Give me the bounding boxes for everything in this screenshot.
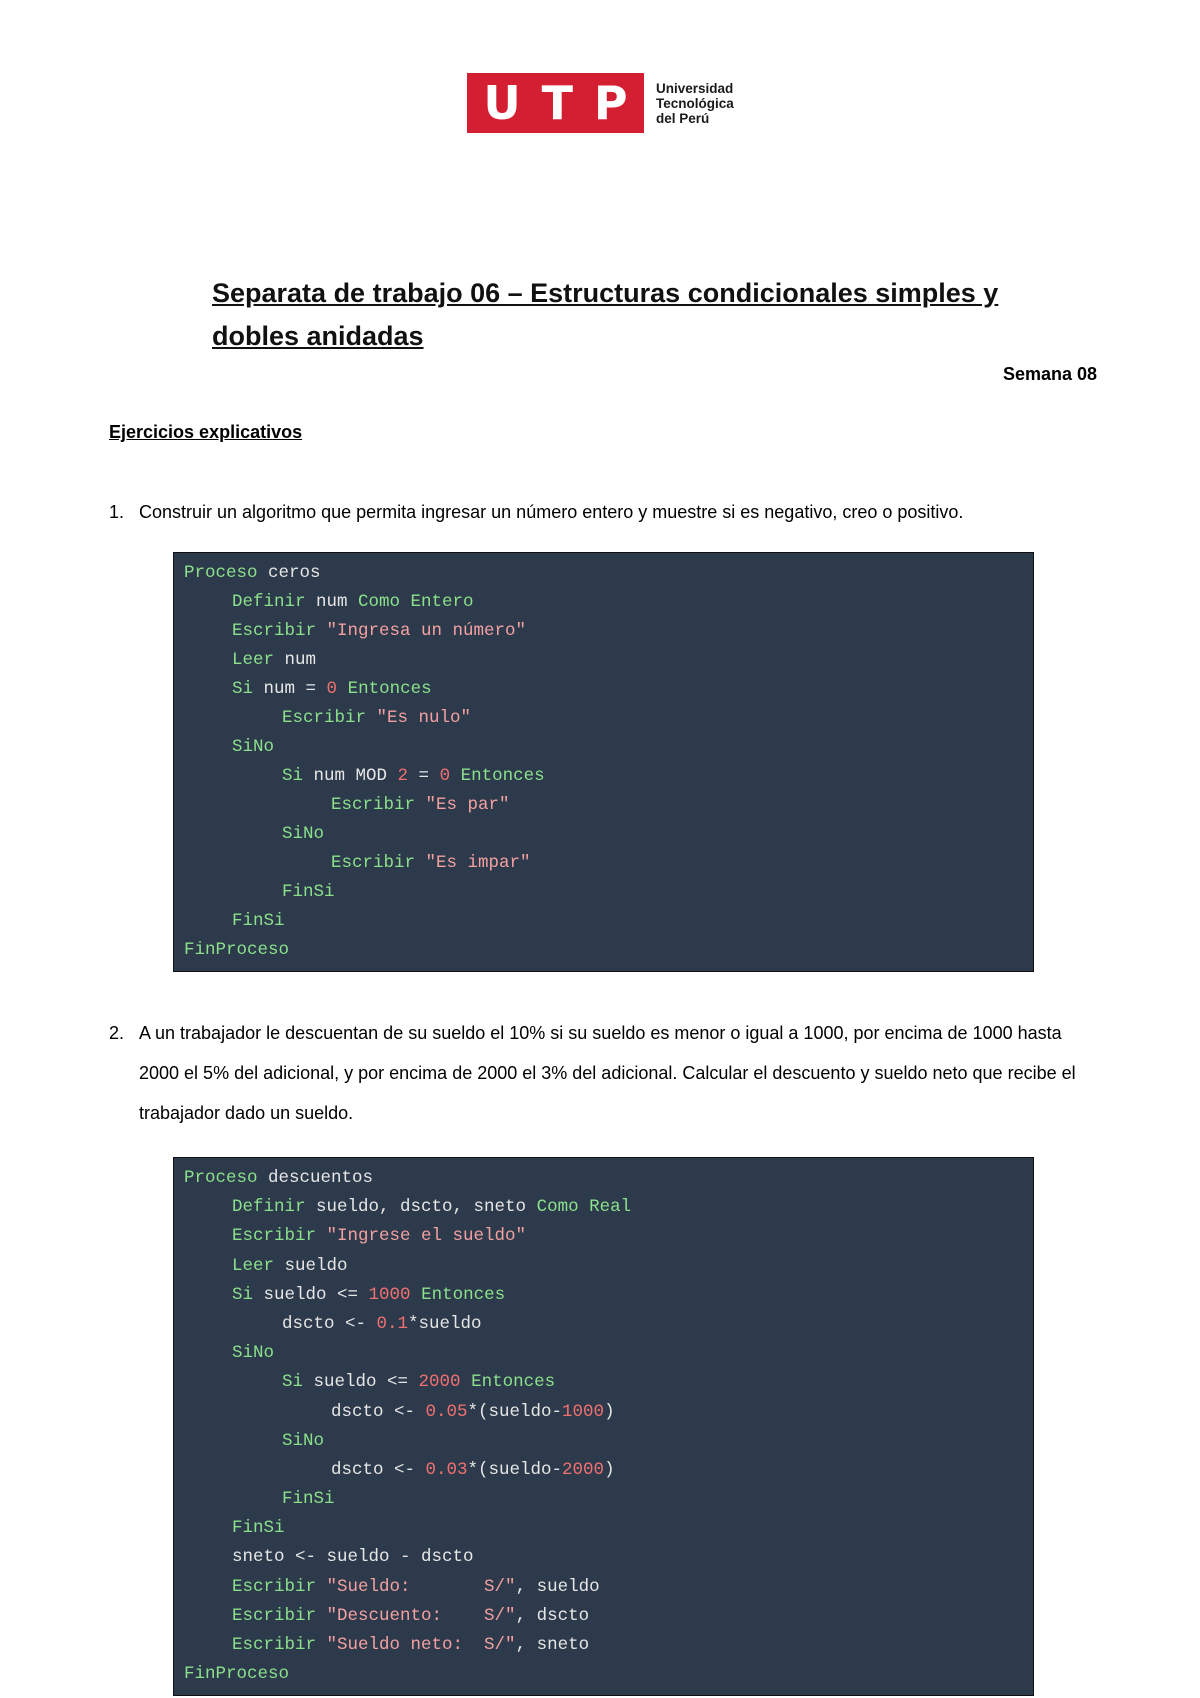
keyword: Leer	[232, 1255, 275, 1276]
logo-letter-u: U	[483, 76, 521, 130]
keyword: SiNo	[282, 824, 325, 844]
code-line	[184, 1456, 1023, 1485]
code-line	[184, 1398, 1023, 1427]
code-line	[184, 617, 1023, 646]
code-line	[184, 907, 1023, 936]
code-text: *sueldo	[408, 1313, 482, 1334]
code-text: dscto <-	[282, 1313, 377, 1334]
keyword: SiNo	[282, 1430, 325, 1451]
keyword: Proceso	[184, 1168, 258, 1188]
keyword: Escribir	[331, 853, 416, 873]
document-title: Separata de trabajo 06 – Estructuras condicionales simples y dobles anidadas	[212, 278, 999, 351]
code-text: sueldo <=	[253, 1284, 369, 1305]
exercise-number: 2.	[109, 1023, 125, 1043]
code-line	[184, 1368, 1023, 1397]
section-heading: Ejercicios explicativos	[109, 422, 303, 442]
keyword: Proceso	[184, 563, 258, 583]
code-line	[184, 1543, 1023, 1572]
code-block-2	[173, 1157, 1034, 1696]
keyword: Entonces	[421, 1284, 506, 1305]
number-literal: 2	[397, 766, 409, 786]
code-line	[184, 1631, 1023, 1660]
logo-letter-t: T	[541, 76, 574, 130]
code-text: =	[408, 766, 440, 786]
code-text	[316, 1226, 327, 1246]
code-line	[184, 1485, 1023, 1514]
logo-mark	[467, 73, 644, 133]
keyword: Como Entero	[358, 592, 474, 612]
code-text: num	[305, 592, 359, 612]
code-text: sueldo	[274, 1255, 348, 1276]
code-text: , sueldo	[515, 1576, 600, 1597]
code-line	[184, 646, 1023, 675]
code-line	[184, 936, 1023, 965]
code-text	[316, 621, 327, 641]
code-line	[184, 675, 1023, 704]
keyword: Entonces	[471, 1372, 556, 1393]
code-text: *(sueldo-	[467, 1401, 563, 1422]
keyword: Escribir	[232, 1576, 317, 1597]
keyword: SiNo	[232, 737, 275, 757]
keyword: Definir	[232, 592, 306, 612]
code-line	[184, 1164, 1023, 1193]
string-literal: "Ingresa un número"	[326, 621, 527, 641]
code-line	[184, 1310, 1023, 1339]
code-line	[184, 1660, 1023, 1689]
code-text: dscto <-	[331, 1401, 426, 1422]
string-literal: "Es nulo"	[376, 708, 472, 728]
code-text: sueldo <=	[303, 1372, 419, 1393]
code-line	[184, 791, 1023, 820]
code-line	[184, 1602, 1023, 1631]
code-text: ceros	[257, 563, 321, 583]
code-block-1	[173, 552, 1034, 972]
logo-line-1: Universidad	[656, 80, 734, 96]
keyword: FinSi	[282, 882, 335, 902]
code-text: sneto <- sueldo - dscto	[232, 1547, 474, 1568]
number-literal: 2000	[418, 1372, 461, 1393]
number-literal: 2000	[562, 1459, 605, 1480]
code-line	[184, 559, 1023, 588]
string-literal: "Es impar"	[425, 853, 531, 873]
code-text: num	[274, 650, 317, 670]
keyword: Entonces	[460, 766, 545, 786]
week-label: Semana 08	[1002, 364, 1097, 384]
code-line	[184, 588, 1023, 617]
logo-line-3: del Perú	[656, 110, 710, 126]
keyword: FinProceso	[184, 1664, 290, 1685]
code-line	[184, 1427, 1023, 1456]
logo-wordmark	[656, 81, 734, 126]
number-literal: 0.1	[376, 1313, 409, 1334]
code-text: sueldo, dscto, sneto	[305, 1197, 537, 1218]
keyword: Como Real	[536, 1197, 632, 1218]
keyword: Entonces	[347, 679, 432, 699]
keyword: FinSi	[282, 1489, 335, 1510]
code-text: )	[604, 1401, 615, 1422]
code-text: descuentos	[257, 1168, 374, 1188]
keyword: Si	[232, 1284, 254, 1305]
exercise-text: A un trabajador le descuentan de su sueldo el 10% si su sueldo es menor o igual a 1000, por encima de 1000 hasta 2000 el 5% del adicional, y por encima de 2000 el 3% del adicional. Calcular el descuento y sueldo neto que recibe el trabajador dado un sueldo.	[139, 1023, 1076, 1123]
code-line	[184, 878, 1023, 907]
code-line	[184, 762, 1023, 791]
code-line	[184, 1573, 1023, 1602]
code-text: num =	[253, 679, 327, 699]
keyword: FinProceso	[184, 940, 290, 960]
code-text: )	[604, 1459, 615, 1480]
code-text	[415, 853, 426, 873]
code-text	[366, 708, 377, 728]
number-literal: 0	[326, 679, 338, 699]
logo-letter-p: P	[593, 76, 628, 130]
code-text	[316, 1606, 327, 1626]
code-text	[316, 1577, 327, 1597]
exercise-number: 1.	[109, 502, 125, 522]
code-text: num MOD	[303, 766, 398, 786]
keyword: Definir	[232, 1197, 306, 1218]
keyword: FinSi	[232, 1518, 285, 1539]
code-line	[184, 820, 1023, 849]
string-literal: "Sueldo neto: S/"	[326, 1635, 516, 1655]
number-literal: 0.03	[425, 1459, 468, 1480]
code-line	[184, 1252, 1023, 1281]
code-text	[316, 1635, 327, 1655]
code-text	[337, 679, 348, 699]
keyword: Escribir	[232, 1635, 317, 1655]
number-literal: 0	[439, 766, 451, 786]
exercise-text: Construir un algoritmo que permita ingresar un número entero y muestre si es negativo, creo o positivo.	[139, 502, 964, 522]
code-text: *(sueldo-	[467, 1459, 563, 1480]
number-literal: 0.05	[425, 1401, 468, 1422]
code-text	[415, 795, 426, 815]
code-line	[184, 849, 1023, 878]
string-literal: "Descuento: S/"	[326, 1605, 516, 1626]
code-text: dscto <-	[331, 1459, 426, 1480]
code-line	[184, 1222, 1023, 1251]
code-line	[184, 733, 1023, 762]
exercise-1	[109, 492, 1089, 532]
string-literal: "Ingrese el sueldo"	[326, 1226, 527, 1247]
string-literal: "Sueldo: S/"	[326, 1576, 516, 1597]
exercise-2	[109, 1013, 1089, 1133]
keyword: Escribir	[331, 795, 416, 815]
number-literal: 1000	[368, 1284, 411, 1305]
string-literal: "Es par"	[425, 795, 510, 815]
code-line	[184, 1281, 1023, 1310]
code-line	[184, 1339, 1023, 1368]
number-literal: 1000	[562, 1401, 605, 1422]
utp-logo	[467, 73, 734, 133]
keyword: Escribir	[232, 1226, 317, 1247]
keyword: Leer	[232, 650, 275, 670]
code-line	[184, 1514, 1023, 1543]
code-text	[450, 766, 461, 786]
keyword: FinSi	[232, 911, 285, 931]
keyword: Si	[282, 766, 304, 786]
code-line	[184, 704, 1023, 733]
code-line	[184, 1193, 1023, 1222]
keyword: Escribir	[232, 621, 317, 641]
code-text: , sneto	[515, 1635, 590, 1655]
code-text	[411, 1285, 422, 1305]
code-text	[461, 1372, 472, 1392]
keyword: Escribir	[282, 708, 367, 728]
keyword: Si	[282, 1372, 304, 1393]
keyword: SiNo	[232, 1343, 275, 1364]
keyword: Escribir	[232, 1605, 317, 1626]
logo-line-2: Tecnológica	[656, 95, 734, 111]
code-text: , dscto	[515, 1605, 590, 1626]
keyword: Si	[232, 679, 254, 699]
